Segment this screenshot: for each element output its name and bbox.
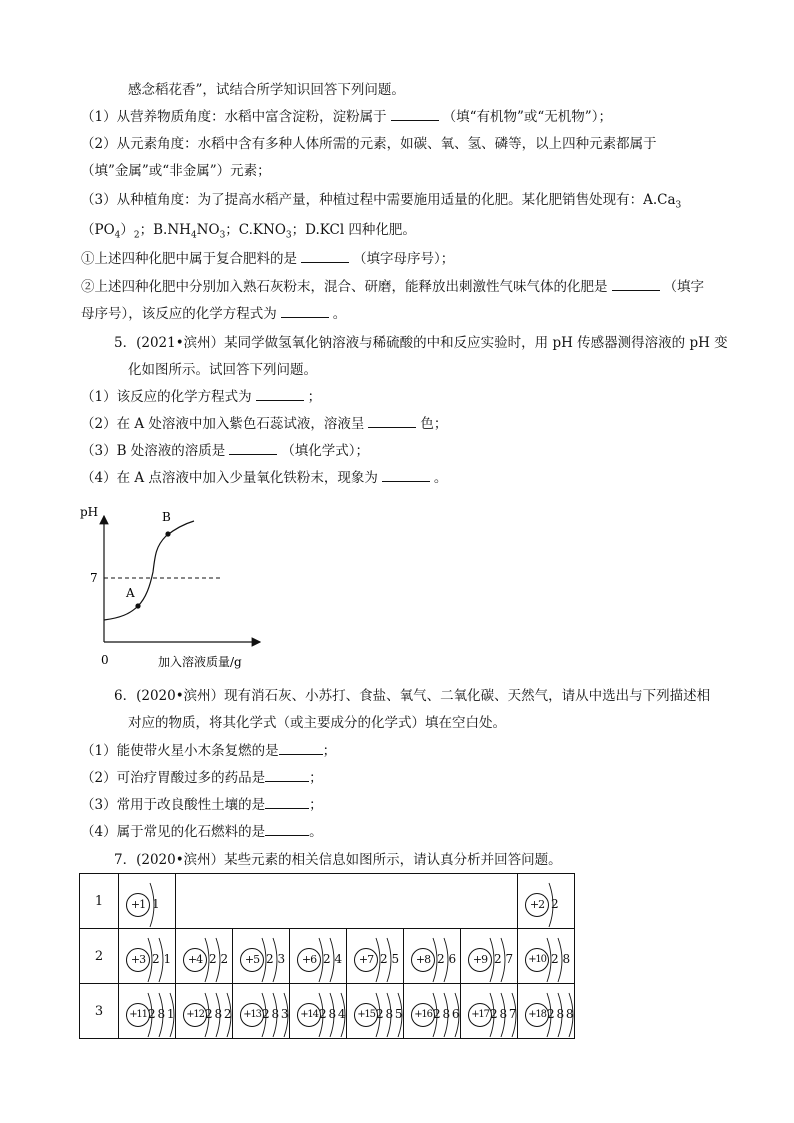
nucleus: +4 (183, 948, 207, 972)
nucleus: +11 (126, 1003, 150, 1027)
electron-shells: 2 3 (266, 952, 286, 966)
electron-shells: 2 (551, 897, 559, 911)
q6-part3: （3）常用于改良酸性土壤的是 ； (81, 797, 323, 813)
q4-sub2-line1: ②上述四种化肥中分别加入熟石灰粉末，混合、研磨，能释放出刺激性气味气体的化肥是 （填字 (81, 279, 704, 295)
atom-diagram (236, 941, 290, 977)
ph-curve (104, 521, 194, 620)
nucleus: +15 (354, 1003, 378, 1027)
q7-heading: 7．(2020•滨州）某些元素的相关信息如图所示，请认真分析并回答问题。 (114, 852, 562, 868)
nucleus: +12 (183, 1003, 207, 1027)
nucleus: +10 (525, 948, 549, 972)
atom-diagram (350, 996, 404, 1032)
q4-part3-line1: （3）从种植角度：为了提高水稻产量，种植过程中需要施用适量的化肥。某化肥销售处现有：$A.Ca_3$ (81, 192, 682, 211)
electron-shells: 2 8 2 (205, 1007, 231, 1021)
atom-diagram (122, 886, 176, 922)
atom-diagram (521, 886, 575, 922)
electron-shells: 2 8 8 (547, 1007, 573, 1021)
atomic-structure-table (79, 873, 575, 1039)
element-cell (347, 929, 404, 984)
element-cell (404, 929, 461, 984)
atom-diagram (122, 996, 176, 1032)
element-cell (518, 929, 575, 984)
period-row-3 (80, 984, 575, 1039)
q4-intro-end: 感念稻花香”，试结合所学知识回答下列问题。 (128, 82, 405, 98)
element-cell (119, 874, 176, 929)
q5-heading-line1: 5．(2021•滨州）某同学做氢氧化钠溶液与稀硫酸的中和反应实验时，用 pH 传感器测得溶液的 pH 变 (114, 335, 728, 351)
atom-diagram (521, 941, 575, 977)
q4-part1: （1）从营养物质角度：水稻中富含淀粉，淀粉属于 （填“有机物”或“无机物”）； (81, 109, 612, 125)
answer-blank[interactable] (612, 278, 660, 291)
q6-heading-line1: 6．(2020•滨州）现有消石灰、小苏打、食盐、氧气、二氧化碳、天然气，请从中选出与下列描述相 (114, 688, 711, 704)
empty-cells (176, 874, 518, 929)
nucleus: +5 (240, 948, 264, 972)
q5-part3: （3）B 处溶液的溶质是 （填化学式）； (81, 443, 370, 459)
answer-blank[interactable] (382, 469, 430, 482)
answer-blank[interactable] (256, 388, 304, 401)
q5-part4: （4）在 A 点溶液中加入少量氧化铁粉末，现象为 。 (81, 470, 448, 486)
atom-diagram (464, 941, 518, 977)
answer-blank[interactable] (265, 823, 309, 836)
q4-part2-line1: （2）从元素角度：水稻中含有多种人体所需的元素，如碳、氧、氢、磷等，以上四种元素都属于 (81, 136, 657, 152)
electron-shells: 2 8 4 (319, 1007, 345, 1021)
q4-part2-line2: （填”金属”或“非金属”）元素； (81, 163, 271, 179)
q5-part2: （2）在 A 处溶液中加入紫色石蕊试液，溶液呈 色； (81, 416, 448, 432)
element-cell (461, 984, 518, 1039)
point-b (165, 531, 170, 536)
answer-blank[interactable] (281, 305, 329, 318)
answer-blank[interactable] (279, 742, 323, 755)
y-axis-label: pH (80, 505, 99, 519)
point-a (135, 603, 140, 608)
electron-shells: 2 8 (551, 952, 571, 966)
electron-shells: 1 (152, 897, 160, 911)
nucleus: +9 (468, 948, 492, 972)
q6-part1: （1）能使带火星小木条复燃的是 ； (81, 743, 337, 759)
electron-shells: 2 8 7 (490, 1007, 516, 1021)
nucleus: +17 (468, 1003, 492, 1027)
nucleus: +13 (240, 1003, 264, 1027)
electron-shells: 2 6 (437, 952, 457, 966)
q5-heading-line2: 化如图所示。试回答下列问题。 (128, 362, 317, 378)
answer-blank[interactable] (368, 415, 416, 428)
atom-diagram (293, 996, 347, 1032)
nucleus: +14 (297, 1003, 321, 1027)
period-label: 3 (80, 984, 119, 1039)
answer-blank[interactable] (229, 442, 277, 455)
element-cell (290, 984, 347, 1039)
element-cell (233, 984, 290, 1039)
period-row-2 (80, 929, 575, 984)
nucleus: +7 (354, 948, 378, 972)
q4-sub1: ①上述四种化肥中属于复合肥料的是 （填字母序号）； (81, 251, 455, 267)
period-label: 2 (80, 929, 119, 984)
element-cell (233, 929, 290, 984)
electron-shells: 2 2 (209, 952, 229, 966)
point-b-label: B (162, 510, 171, 524)
q4-part3-line2: $(PO_4)_2$；$B.NH_4NO_3$；$C.KNO_3$；D.KCl 四种化肥。 (81, 222, 416, 241)
x-axis-label: 加入溶液质量/g (158, 655, 242, 669)
element-cell (176, 984, 233, 1039)
point-a-label: A (126, 586, 135, 600)
answer-blank[interactable] (301, 250, 349, 263)
atom-diagram (407, 996, 461, 1032)
ph-chart (80, 500, 280, 672)
q6-heading-line2: 对应的物质，将其化学式（或主要成分的化学式）填在空白处。 (128, 715, 506, 731)
electron-shells: 2 7 (494, 952, 514, 966)
nucleus: +18 (525, 1003, 549, 1027)
atom-diagram (521, 996, 575, 1032)
electron-shells: 2 4 (323, 952, 343, 966)
q6-part4: （4）属于常见的化石燃料的是 。 (81, 824, 323, 840)
nucleus: +1 (126, 893, 150, 917)
atom-diagram (122, 941, 176, 977)
atom-diagram (350, 941, 404, 977)
q6-part2: （2）可治疗胃酸过多的药品是 ； (81, 770, 323, 786)
atom-diagram (179, 996, 233, 1032)
origin-label: 0 (101, 653, 109, 667)
atom-diagram (407, 941, 461, 977)
element-cell (461, 929, 518, 984)
element-cell (119, 984, 176, 1039)
element-cell (518, 874, 575, 929)
answer-blank[interactable] (391, 108, 439, 121)
electron-shells: 2 5 (380, 952, 400, 966)
element-cell (404, 984, 461, 1039)
atom-diagram (293, 941, 347, 977)
nucleus: +16 (411, 1003, 435, 1027)
q4-sub2-line2: 母序号），该反应的化学方程式为 。 (81, 306, 347, 322)
answer-blank[interactable] (265, 769, 309, 782)
answer-blank[interactable] (265, 796, 309, 809)
electron-shells: 2 1 (152, 952, 172, 966)
atom-diagram (464, 996, 518, 1032)
q5-part1: （1）该反应的化学方程式为 ； (81, 389, 322, 405)
element-cell (518, 984, 575, 1039)
atom-diagram (236, 996, 290, 1032)
element-cell (347, 984, 404, 1039)
element-cell (119, 929, 176, 984)
element-cell (290, 929, 347, 984)
nucleus: +6 (297, 948, 321, 972)
nucleus: +8 (411, 948, 435, 972)
electron-shells: 2 8 6 (433, 1007, 459, 1021)
ph7-tick-label: 7 (90, 571, 98, 585)
period-label: 1 (80, 874, 119, 929)
electron-shells: 2 8 5 (376, 1007, 402, 1021)
electron-shells: 2 8 3 (262, 1007, 288, 1021)
atom-diagram (179, 941, 233, 977)
electron-shells: 2 8 1 (148, 1007, 174, 1021)
nucleus: +3 (126, 948, 150, 972)
period-row-1 (80, 874, 575, 929)
element-cell (176, 929, 233, 984)
nucleus: +2 (525, 893, 549, 917)
